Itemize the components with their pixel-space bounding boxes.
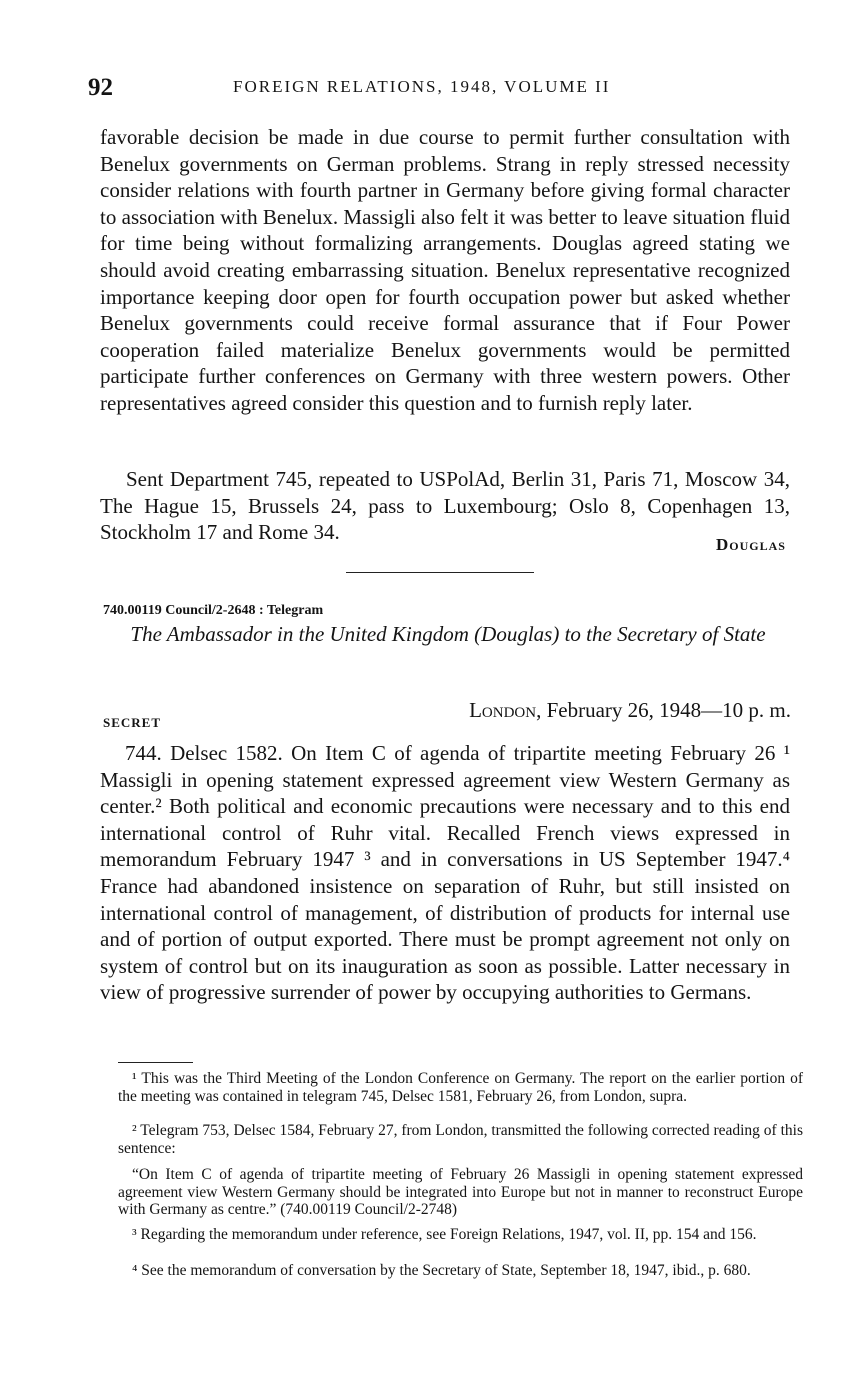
telegram-body: 744. Delsec 1582. On Item C of agenda of tripartite meeting February 26 ¹ Massigli in opening statement expressed agreement view Western Germany as center.² Both political and economic precautions were necessary and to this end international control of Ruhr vital. Recalled French views expressed in memorandum February 1947 ³ and in conversations in US September 1947.⁴ France had abandoned insistence on separation of Ruhr, but still insisted on international control of management, of distribution of products for internal use and of portion of output exported. There must be prompt agreement not only on system of control but on its inauguration as soon as possible. Latter necessary in view of progressive surrender of power by occupying authorities to Germans. — [100, 741, 790, 1005]
page-header — [88, 74, 788, 106]
paragraph-continuation: favorable decision be made in due course to permit further consultation with Benelux governments on German problems. Strang in reply stressed necessity consider relations with fourth partner in Germany before giving formal character to association with Benelux. Massigli also felt it was better to leave situation fluid for time being without formalizing arrangements. Douglas agreed stating we should avoid creating embarrassing situation. Benelux representative recognized importance keeping door open for fourth occupation power but asked whether Benelux governments could receive formal assurance that if Four Power cooperation failed materialize Benelux governments would be permitted participate further conferences on Germany with three western powers. Other representatives agreed consider this question and to furnish reply later. — [100, 125, 790, 415]
footnote-2: ² Telegram 753, Delsec 1584, February 27, from London, transmitted the following corrected reading of this sentence: — [118, 1122, 803, 1157]
running-title: FOREIGN RELATIONS, 1948, VOLUME II — [233, 77, 611, 96]
dateline-date: , February 26, 1948—10 p. m. — [536, 698, 791, 722]
signature: Douglas — [716, 535, 786, 554]
page-number: 92 — [88, 74, 113, 101]
footnote-3: ³ Regarding the memorandum under reference, see Foreign Relations, 1947, vol. II, pp. 154 and 156. — [132, 1226, 757, 1243]
dateline — [469, 698, 791, 723]
file-number: 740.00119 Council/2-2648 : Telegram — [103, 603, 324, 618]
paragraph-distribution: Sent Department 745, repeated to USPolAd, Berlin 31, Paris 71, Moscow 34, The Hague 15, Brussels 24, pass to Luxembourg; Oslo 8, Copenhagen 13, Stockholm 17 and Rome 34. — [100, 467, 790, 545]
footnote-1: ¹ This was the Third Meeting of the London Conference on Germany. The report on the earlier portion of the meeting was contained in telegram 745, Delsec 1581, February 26, from London, supra. — [118, 1070, 803, 1105]
document-title: The Ambassador in the United Kingdom (Douglas) to the Secretary of State — [130, 622, 766, 646]
dateline-place: London — [469, 698, 537, 722]
footnote-rule — [118, 1062, 193, 1063]
footnote-2-quote: “On Item C of agenda of tripartite meeting of February 26 Massigli in opening statement expressed agreement view Western Germany should be integrated into Europe but not in manner to reconstruct Europe with Germany as centre.” (740.00119 Council/2-2748) — [118, 1166, 803, 1219]
footnote-4: ⁴ See the memorandum of conversation by the Secretary of State, September 18, 1947, ibid., p. 680. — [132, 1262, 751, 1279]
section-divider — [346, 572, 534, 573]
classification-label: SECRET — [103, 715, 162, 730]
